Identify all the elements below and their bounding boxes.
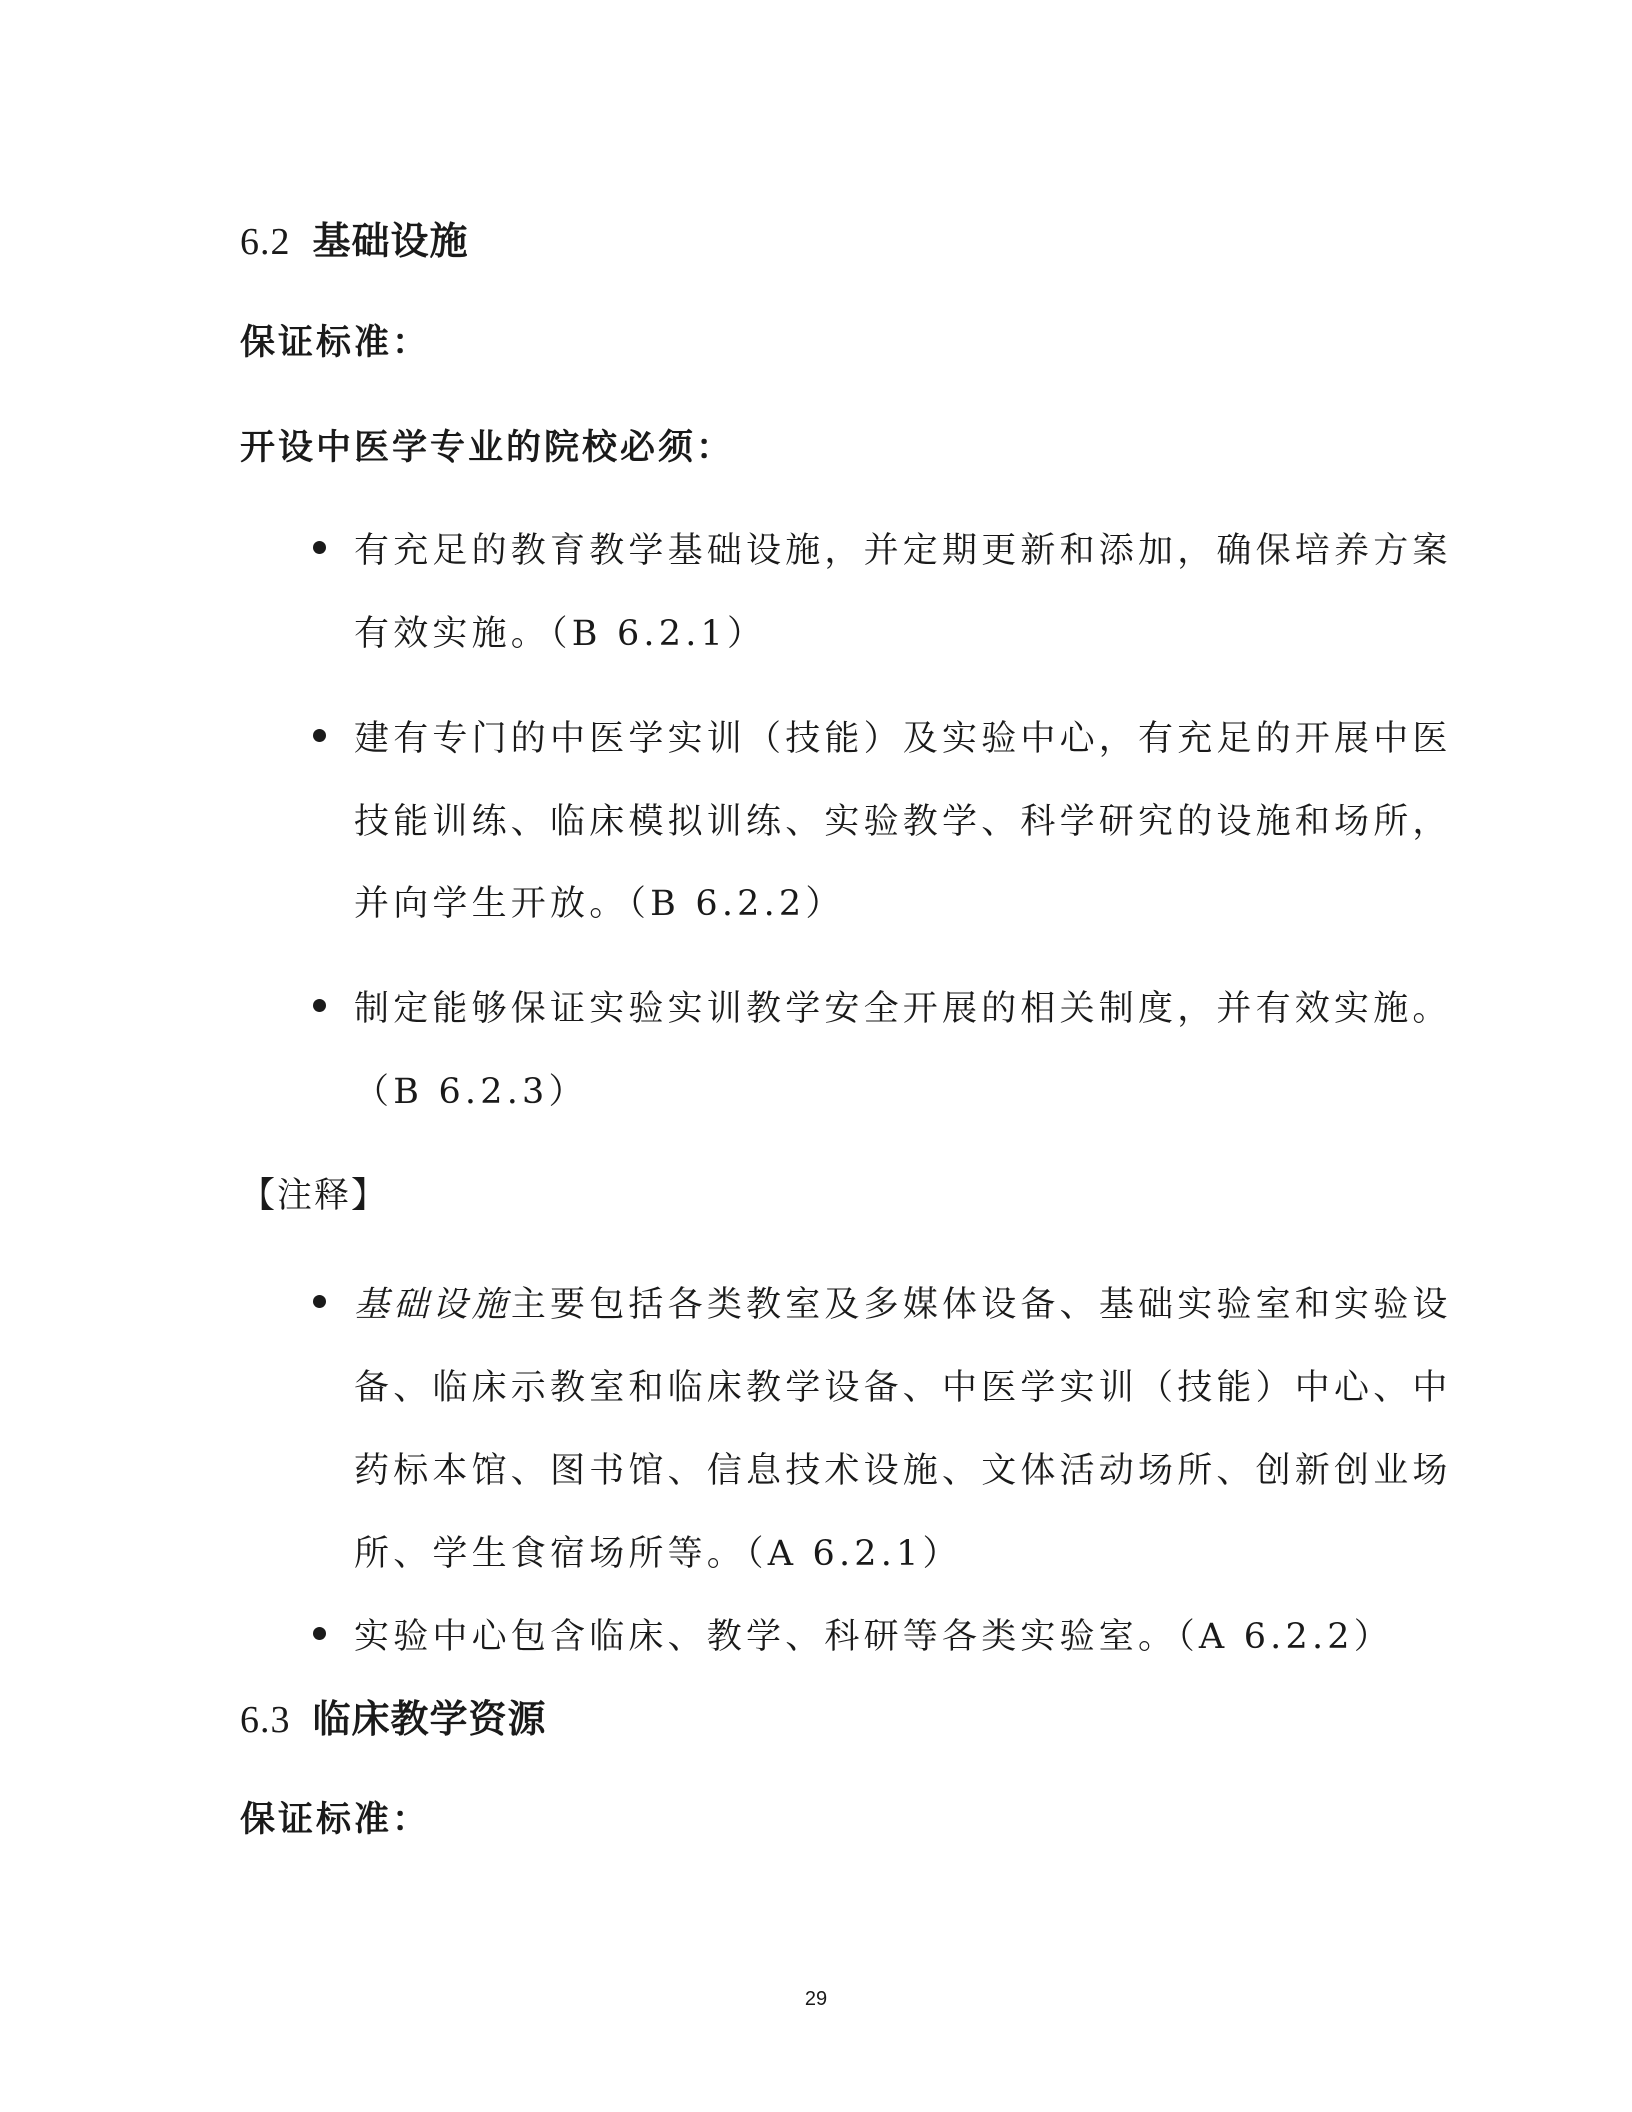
section-title: 基础设施 [312, 218, 469, 263]
section-number: 6.3 [240, 1699, 291, 1741]
note-term: 基础设施 [354, 1285, 511, 1325]
standard-label: 保证标准： [240, 322, 431, 363]
bullet-dot [313, 729, 326, 742]
section-heading-6-2 [240, 210, 469, 265]
note-1-line-3: 药标本馆、图书馆、信息技术设施、文体活动场所、创新创业场 [354, 1451, 1452, 1491]
bullet-dot [313, 541, 326, 554]
bullet-1-line-2: 有效实施。（B 6.2.1） [354, 614, 767, 654]
note-2-line-1: 实验中心包含临床、教学、科研等各类实验室。（A 6.2.2） [354, 1617, 1393, 1657]
bullet-2-line-3: 并向学生开放。（B 6.2.2） [354, 884, 845, 924]
page-number: 29 [804, 1988, 828, 2010]
section-title: 临床教学资源 [312, 1696, 547, 1741]
bullet-dot [313, 999, 326, 1012]
standard-label: 保证标准： [240, 1799, 431, 1840]
note-1-line-2: 备、临床示教室和临床教学设备、中医学实训（技能）中心、中 [354, 1368, 1452, 1408]
note-1-line-1 [354, 1277, 1452, 1327]
bullet-2-line-1: 建有专门的中医学实训（技能）及实验中心，有充足的开展中医 [354, 719, 1452, 759]
section-number: 6.2 [240, 221, 291, 263]
bullet-2-line-2: 技能训练、临床模拟训练、实验教学、科学研究的设施和场所， [354, 802, 1452, 842]
bullet-1-line-1: 有充足的教育教学基础设施，并定期更新和添加，确保培养方案 [354, 531, 1452, 571]
bullet-dot [313, 1295, 326, 1308]
intro-text: 开设中医学专业的院校必须： [240, 427, 735, 468]
note-1-line-1-text: 主要包括各类教室及多媒体设备、基础实验室和实验设 [510, 1285, 1452, 1325]
bullet-3-line-2: （B 6.2.3） [354, 1072, 588, 1112]
note-1-line-4: 所、学生食宿场所等。（A 6.2.1） [354, 1534, 962, 1574]
notes-label: 【注释】 [240, 1176, 389, 1216]
bullet-3-line-1: 制定能够保证实验实训教学安全开展的相关制度，并有效实施。 [354, 989, 1452, 1029]
section-heading-6-3 [240, 1688, 547, 1743]
bullet-dot [313, 1627, 326, 1640]
